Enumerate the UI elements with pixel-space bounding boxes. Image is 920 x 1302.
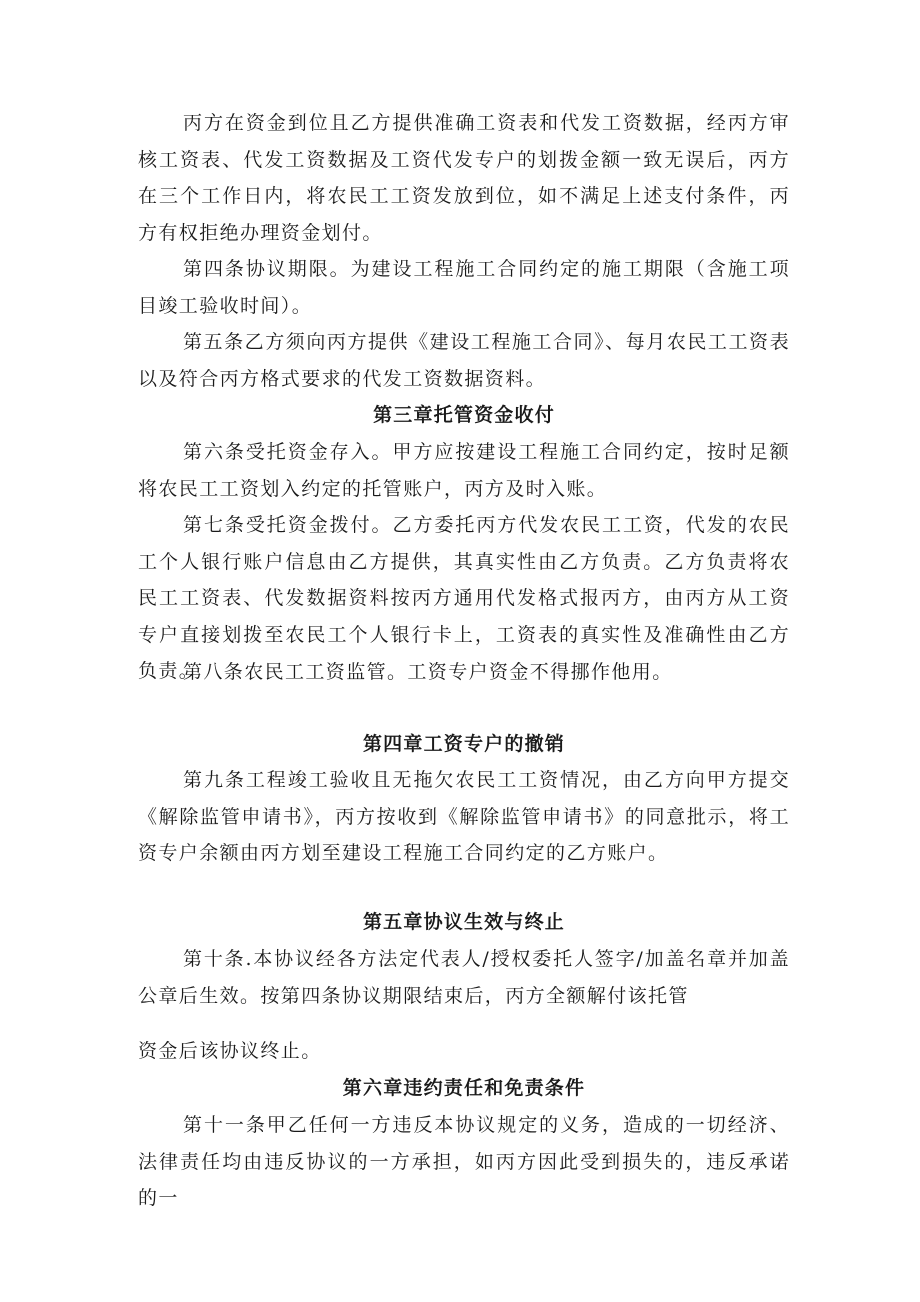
paragraph-article-9: 第九条工程竣工验收且无拖欠农民工工资情况，由乙方向甲方提交《解除监管申请书》，丙方按收到《解除监管申请书》的同意批示，将工资专户余额由丙方划至建设工程施工合同约定的乙方账户。 bbox=[138, 769, 790, 865]
paragraph-article-7: 第七条受托资金拨付。乙方委托丙方代发农民工工资，代发的农民工个人银行账户信息由乙方提供，其真实性由乙方负责。乙方负责将农民工工资表、代发数据资料按丙方通用代发格式报丙方，由丙方从工资专户直接划拨至农民工个人银行卡上，工资表的真实性及准确性由乙方负责。 bbox=[138, 514, 790, 683]
heading-chapter-5: 第五章协议生效与终止 bbox=[362, 911, 565, 933]
paragraph-article-4: 第四条协议期限。为建设工程施工合同约定的施工期限（含施工项目竣工验收时间）。 bbox=[138, 258, 790, 317]
paragraph-article-10: 第十条.本协议经各方法定代表人/授权委托人签字/加盖名章并加盖公章后生效。按第四条协议期限结束后，丙方全额解付该托管 bbox=[138, 948, 790, 1007]
paragraph-article-11: 第十一条甲乙任何一方违反本协议规定的义务，造成的一切经济、法律责任均由违反协议的一方承担，如丙方因此受到损失的，违反承诺的一 bbox=[138, 1114, 790, 1210]
heading-chapter-6: 第六章违约责任和免责条件 bbox=[342, 1077, 586, 1099]
paragraph-article-8: 第八条农民工工资监管。工资专户资金不得挪作他用。 bbox=[183, 661, 673, 683]
paragraph-article-10-continued: 资金后该协议终止。 bbox=[138, 1040, 322, 1062]
paragraph-article-6: 第六条受托资金存入。甲方应按建设工程施工合同约定，按时足额将农民工工资划入约定的托管账户，丙方及时入账。 bbox=[138, 441, 790, 500]
paragraph-article-5: 第五条乙方须向丙方提供《建设工程施工合同》、每月农民工工资表以及符合丙方格式要求的代发工资数据资料。 bbox=[138, 331, 790, 390]
heading-chapter-4: 第四章工资专户的撤销 bbox=[362, 733, 565, 755]
heading-chapter-3: 第三章托管资金收付 bbox=[373, 404, 555, 426]
paragraph-payment-conditions: 丙方在资金到位且乙方提供准确工资表和代发工资数据，经丙方审核工资表、代发工资数据及工资代发专户的划拨金额一致无误后，丙方在三个工作日内，将农民工工资发放到位，如不满足上述支付条件，丙方有权拒绝办理资金划付。 bbox=[138, 112, 790, 244]
